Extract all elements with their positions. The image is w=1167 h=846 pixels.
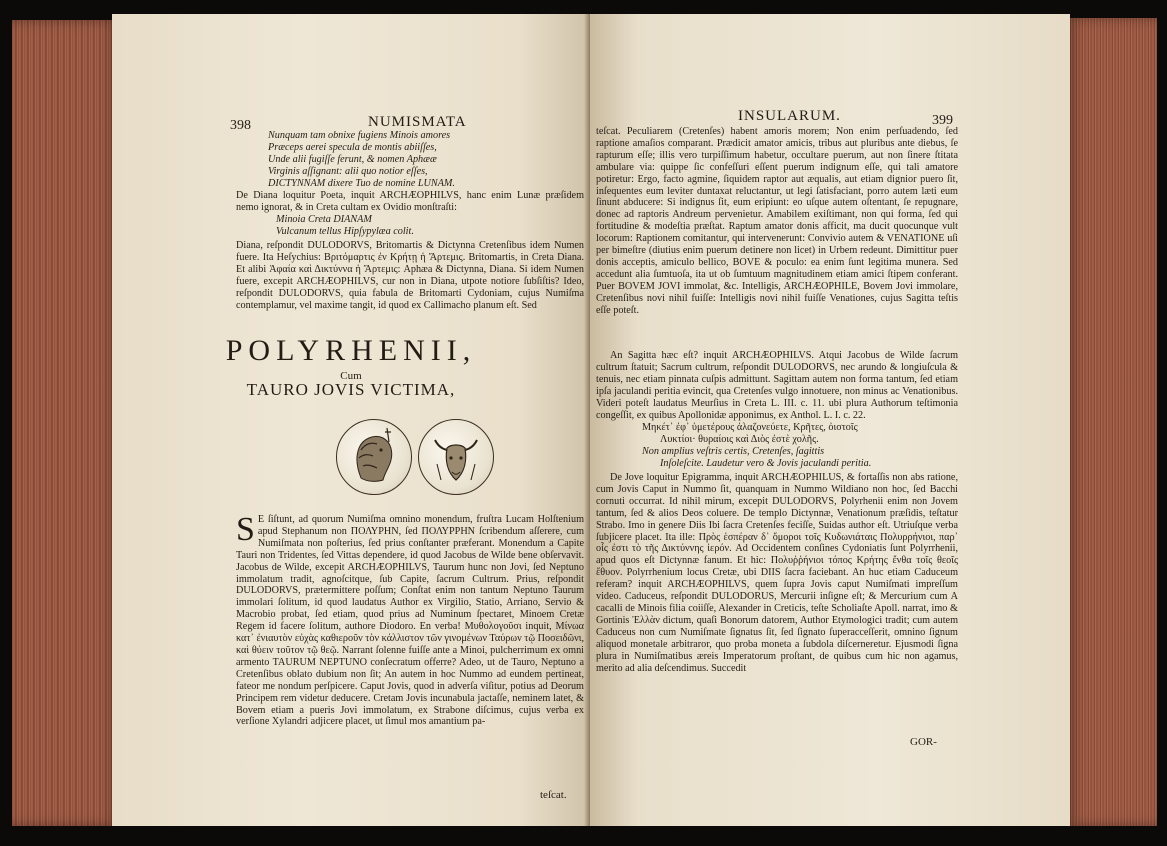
- catchword: teſcat.: [540, 789, 567, 801]
- verse-line: Non amplius veſtris certis, Cretenſes, ſagittis: [642, 445, 825, 457]
- page-number: 399: [932, 113, 953, 128]
- verse-line: Vulcanum tellus Hipſypylæa colit.: [276, 225, 414, 237]
- paragraph-2: Diana, reſpondit DULODORVS, Britomartis & Dictynna Cretenſibus idem Numen fuere. Ita Heſychius: Βριτόμαρτις ἐν Κρήτῃ ἡ Ἄρτεμις. Britomartis, in Creta Diana. Et alibi Ἀφαία καὶ Δικτύννα ἡ Ἄρτεμις: Aphæa & Dictynna, Diana. Si idem Numen fuere, excepit ARCHÆOPHILVS, cur non in Diana, utpote notiore ſubſiſtis? Ideo, reſpondit DULODORVS, quia fabula de Britomarti Cydoniam, cujus Numiſma contemplamur, vel maxime tangit, id quod ex Callimacho planum eſt. Sed: [236, 240, 584, 311]
- running-head: NUMISMATA: [368, 114, 467, 130]
- section-subtitle: TAURO JOVIS VICTIMA,: [246, 380, 456, 399]
- coin-obverse-jupiter-head: [336, 419, 412, 495]
- verse-line: Nunquam tam obnixe fugiens Minois amores: [268, 130, 451, 141]
- section-title: POLYRHENII,: [225, 334, 477, 367]
- paragraph-3-text: E ſiſtunt, ad quorum Numiſma omnino monendum, fruſtra Lucam Holſtenium apud Stephanum non ΠΟΛΥΡΗΝ, ſed ΠΟΛΥΡΡΗΝ ſcribendum aſſerere, cum Numiſmata non poſterius, ſed prius conſtanter præferant. Monendum a Capite Tauri non Tridentes, ſed Vittas dependere, id quod Jacobus de Wilde bene obſervavit. Jacobus de Wilde, excepit ARCHÆOPHILVS, Taurum hunc non Jovi, ſed Neptuno immolatum tradit, agnoſcitque, ſub Capite, ſacrum Cultrum. Prius, reſpondit DULODORVS, prætermittere poſſum; Conſtat enim non tantum Neptuno Taurum immolari ſolitum, id quod laudatus Author ex Virgilio, Statio, Arriano, Servio & Macrobio probat, ſed etiam, quod prius ad Numinum ſpectaret, Minoem Cretæ Regem id facere ſolitum, authore Diodoro. En verba! Μυθολογοῦσι inquit, Μίνωα κατ᾽ ἐνιαυτὸν εὐχὰς καθιεροῦν τὸν κάλλιστον τῶν γινομένων Ταύρων τῷ Ποσειδῶνι, καὶ θύειν τοῦτον τῷ θεῷ. Narrant ſolenne fuiſſe ante a Minoi, pulcherrimum ex omni armento TAURUM NEPTUNO conſecratum offerre? Adeo, ut de Tauro, Neptuno a Cretenſibus oblato dubium non ſit; An autem in hoc Nummo ad eundem pertineat, fateor me nondum perſpicere. Caput Jovis, quod in adverſa viſitur, potius ad Deorum Principem rem videtur deducere. Cretam Jovis incunabula jactaſſe, neminem latet, & Bovem etiam a pueris Jovi immolatum, ex Strabone diſcimus, cujus verba ex verſione Xylandri adjicere placet, ut ſimul mos amantium pa-: [236, 514, 584, 728]
- page-edges-right: [1065, 18, 1157, 826]
- section-title-cum: Cum: [340, 370, 362, 382]
- paragraph-3: [236, 511, 584, 728]
- verse-block: [252, 130, 582, 190]
- verse-line: Præceps aerei specula de montis abiiſſes,: [268, 141, 437, 153]
- running-head: INSULARUM.: [738, 108, 841, 124]
- verse-block-2: [236, 214, 584, 238]
- epigram-block: [596, 422, 958, 470]
- paragraph-1: teſcat. Peculiarem (Cretenſes) habent amoris morem; Non enim perſuadendo, ſed raptione amaſios comparant. Prædicit amator amicis, tribus aut pluribus ante diebus, ſe rapturum eſſe; illis vero turpiſſimum habetur, occultare puerum, aut non ſinere ſtitata ambulare via: quippe ſic confeſſuri eſſent puerum indignum eſſe, qui tali amatore potiretur: Ergo, facto agmine, ſiquidem raptor aut æqualis, aut etiam dignior puero ſit, inſequentes eum leviter duntaxat reluctantur, ut legi ſatisfaciant, porro autem læti eum ſinunt abducere: Si indignus ſit, eum eripiunt: eo uſque autem oſtentant, ſe repugnare, donec ad raptoris Andreum pervenietur. Amabilem exiſtimant, non qui forma, ſed qui fortitudine & modeſtia præſtat. Raptum amator donis afficit, ma ducit quocunque vult locorum: Raptionem comitantur, qui intervenerunt: Convivio autem & VENATIONE uſi per bimeſtre (diutius enim puerum detinere non licet) in Urbem redeunt. Dimittitur puer donis acceptis, amiculo bellico, BOVE & poculo: ea enim ſunt legitima munera. Sed accedunt alia ſumtuoſa, ita ut ob ſumtuum magnitudinem etiam amici ſtipem conferant. Puer BOVEM JOVI immolat, &c. Intelligis, ARCHÆOPHILE, Bovem Jovi immolare, Cretenſibus novi nihil fuiſſe: Intelligis novi nihil fuiſſe Venationes, cujus Sagitta teſtis eſſe poteſt.: [596, 126, 958, 316]
- verse-line: Virginis aſſignant: alii quo notior eſſes,: [268, 165, 428, 177]
- catchword: GOR-: [910, 736, 937, 748]
- paragraph-2: An Sagitta hæc eſt? inquit ARCHÆOPHILVS. Atqui Jacobus de Wilde ſacrum cultrum ſtatuit; Sacrum cultrum, reſpondit DULODORVS, nec arundo & longiuſcula & tenuis, nec etiam pinnata cuſpis admittunt. Sagittam autem non forma tantum, ſed etiam ipſa jaculandi peritia evincit, qua Cretenſes vulgo innotuere, non minus ac Venationibus. Videri poteſt laudatus Meurſius in Creta L. III. c. 11. ubi plura Authorum teſtimonia congeſſit, ex quibus Apollonidæ apponimus, ex Anthol. L. I. c. 22.: [596, 350, 958, 421]
- paragraph-3: De Jove loquitur Epigramma, inquit ARCHÆOPHILUS, & fortaſſis non abs ratione, cum Jovis Caput in Nummo ſit, quanquam in Nummo Wildiano non hoc, ſed Bacchi cornuti occurrat. Id nihil mirum, excepit DULODORVS, Polyrhenii enim non Jovem tantum, ſed & alios Deos coluere. De templo Dictynnæ, Venationum præſidis, teſtatur Strabo. Imo in genere Diis Ibi ſacra Cretenſes feciſſe, Suidas author eſt. Utriuſque verba ſubjicere placet. Ita ille: Πρὸς ἑσπέραν δ᾽ ὅμοροι τοῖς Κυδωνιάταις Πολυρρήνιοι, παρ᾽ οἷς ἐστι τὸ τῆς Δικτύννης ἱερόν. Ad Occidentem conſines Cydoniatis ſunt Polyrrhenii, apud quos eſt Dictynnæ fanum. Et hic: Πολυῤῥήνιοι τόπος Κρήτης ἔνθα τοῖς θεοῖς ἔθυον. Polyrrhenium locus Cretæ, ubi DIIS ſacra faciebant. An huc etiam Caduceum referam? inquit ARCHÆOPHILVS, quem ſupra Jovis caput Numiſmati impreſſum video. Caduceus, reſpondit DULODORUS, Mercurii inſigne eſt; & Mercurium cum A cacalli de Minois filia coiiſſe, Alexander in Creticis, teſte Scholiaſte Apoll. narrat, imo & Gortinis Ἑλλὰν dictum, quaſi Bonorum datorem, Author Etymologici tradit; cum autem Caduceus non cum Numiſmate ſignatus ſit, ſed ſignato ſuperacceſſerit, omnino ſignum aliquod monetale arbitraror, quo proba moneta a ſubdola diſcerneretur. Ejusmodi ſigna plura in Numiſmatibus æreis Imperatorum proſtant, de quibus cum hic non agamus, merito ad alia deſcendimus. Succedit: [596, 472, 958, 674]
- paragraph-1: De Diana loquitur Poeta, inquit ARCHÆOPHILVS, hanc enim Lunæ præſidem nemo ignorat, & in Creta cultam ex Ovidio monſtraſti:: [236, 190, 584, 213]
- verse-line: DICTYNNAM dixere Tuo de nomine LUNAM.: [268, 177, 455, 189]
- drop-cap: S: [236, 511, 255, 548]
- right-page: [590, 14, 1070, 826]
- left-page: [112, 14, 590, 826]
- coin-reverse-bull-head: [418, 419, 494, 495]
- verse-line: Μηκέτ᾽ ἐφ᾽ ὑμετέρους ἀλαζονεύετε, Κρῆτες, ὀιστοῖς: [642, 422, 858, 433]
- page-number: 398: [230, 118, 251, 133]
- verse-line: Unde alii fugiſſe ferunt, & nomen Aphææ: [268, 153, 437, 165]
- verse-line: Minoia Creta DIANAM: [276, 214, 372, 225]
- verse-line: Inſoleſcite. Laudetur vero & Jovis jaculandi peritia.: [660, 457, 872, 469]
- page-edges-left: [12, 20, 120, 826]
- verse-line: Λυκτίοι· θυραίοις καὶ Διὸς ἐστὲ χολῆς.: [660, 433, 819, 445]
